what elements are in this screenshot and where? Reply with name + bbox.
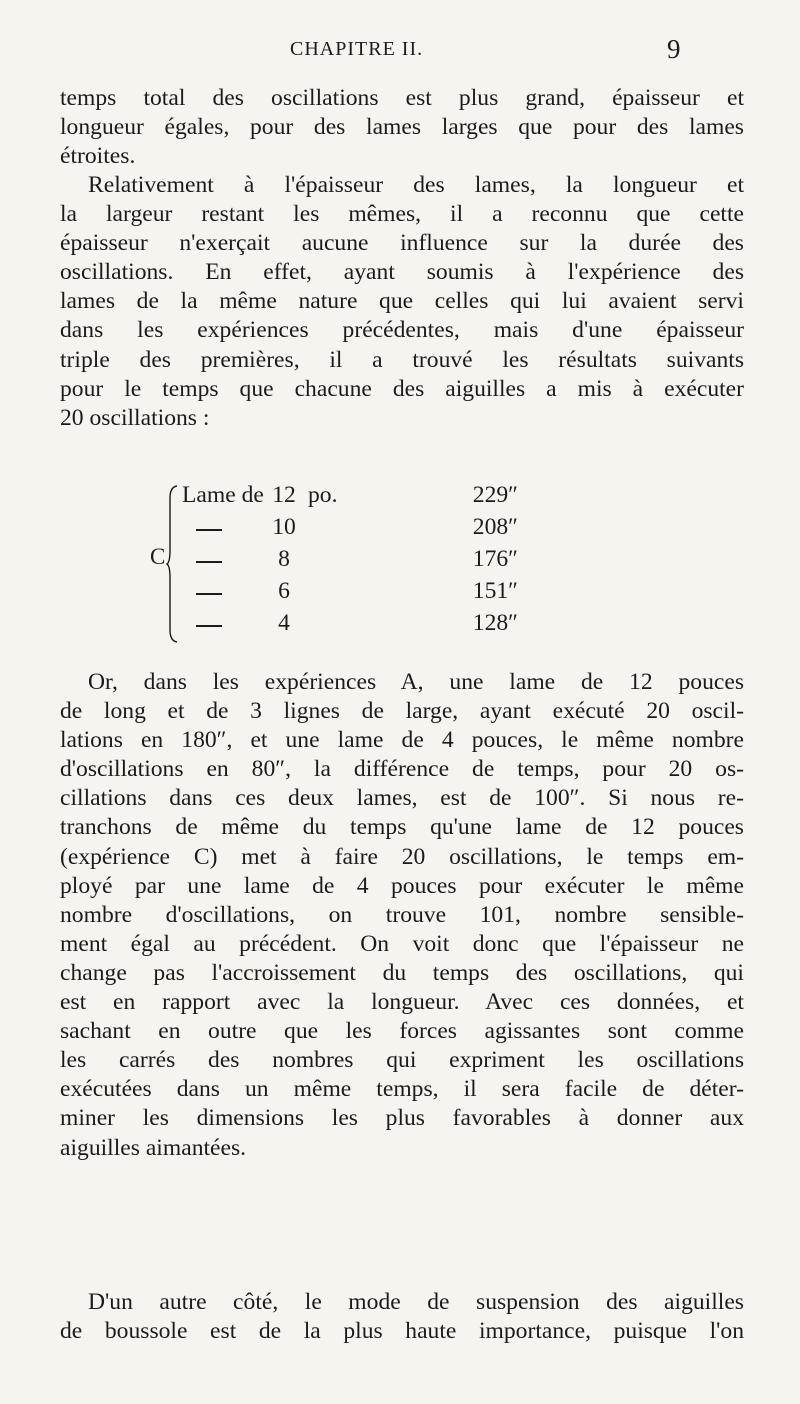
table-row [182,610,602,640]
paragraph-1 [60,84,744,171]
table-row [182,482,602,512]
text-line: ment égal au précédent. On voit donc que l'épaisseur ne [60,930,744,957]
text-line: cillations dans ces deux lames, est de 100″. Si nous re- [60,785,744,812]
text-line: étroites. [60,143,136,170]
text-line: exécutées dans un même temps, il sera facile de déter- [60,1076,744,1103]
page-header [0,34,800,78]
text-line: tranchons de même du temps qu'une lame de 12 pouces [60,814,744,841]
row-unit: po. [308,482,338,508]
text-line: change pas l'accroissement du temps des oscillations, qui [60,959,744,986]
text-line: nombre d'oscillations, on trouve 101, nombre sensible- [60,901,744,928]
table-row [182,578,602,608]
row-time: 128″ [472,610,518,636]
row-time: 208″ [472,514,518,540]
row-size: 10 [272,514,296,540]
paragraph-4 [60,1288,744,1346]
text-line: d'oscillations en 80″, la différence de temps, pour 20 os- [60,756,744,783]
text-line: D'un autre côté, le mode de suspension des aiguilles [88,1289,744,1315]
text-line: épaisseur n'exerçait aucune influence sur la durée des [60,230,744,257]
text-line: miner les dimensions les plus favorables à donner aux [60,1105,744,1132]
table-row [182,514,602,544]
text-line: lations en 180″, et une lame de 4 pouces, le même nombre [60,727,744,754]
text-line: longueur égales, pour des lames larges que pour des lames [60,114,744,141]
text-line: dans les expériences précédentes, mais d'une épaisseur [60,317,744,344]
text-line: triple des premières, il a trouvé les résultats suivants [60,346,744,373]
results-table-c [150,482,590,652]
ditto-dash [196,578,236,595]
paragraph-3 [60,668,744,1163]
experiment-label: C [150,544,166,569]
text-line: Relativement à l'épaisseur des lames, la longueur et [88,172,744,198]
running-head: CHAPITRE II. [290,38,424,60]
text-line: de long et de 3 lignes de large, ayant exécuté 20 oscil- [60,698,744,725]
text-line: est en rapport avec la longueur. Avec ces données, et [60,989,744,1016]
text-line: sachant en outre que les forces agissantes sont comme [60,1018,744,1045]
ditto-dash [196,610,236,627]
text-line: Or, dans les expériences A, une lame de 12 pouces [88,669,744,695]
paragraph-2 [60,171,744,433]
ditto-dash [196,546,236,563]
row-size: 4 [278,610,290,636]
text-line: les carrés des nombres qui expriment les oscillations [60,1047,744,1074]
row-time: 151″ [472,578,518,604]
brace-icon [166,484,178,644]
text-line: temps total des oscillations est plus grand, épaisseur et [60,85,744,111]
row-time: 176″ [472,546,518,572]
table-row [182,546,602,576]
text-line: oscillations. En effet, ayant soumis à l'expérience des [60,259,744,286]
row-size: 12 [272,482,296,508]
text-line: lames de la même nature que celles qui lui avaient servi [60,288,744,315]
text-line: pour le temps que chacune des aiguilles a mis à exécuter [60,375,744,402]
text-line: la largeur restant les mêmes, il a reconnu que cette [60,201,744,228]
page-number: 9 [667,34,681,64]
row-time: 229″ [472,482,518,508]
row-label: Lame de [182,482,264,508]
text-line: aiguilles aimantées. [60,1134,247,1161]
text-line: 20 oscillations : [60,404,210,431]
text-line: ployé par une lame de 4 pouces pour exécuter le même [60,872,744,899]
text-line: (expérience C) met à faire 20 oscillations, le temps em- [60,843,744,870]
text-line: de boussole est de la plus haute importance, puisque l'on [60,1318,744,1345]
row-size: 6 [278,578,290,604]
row-size: 8 [278,546,290,572]
ditto-dash [196,514,236,531]
